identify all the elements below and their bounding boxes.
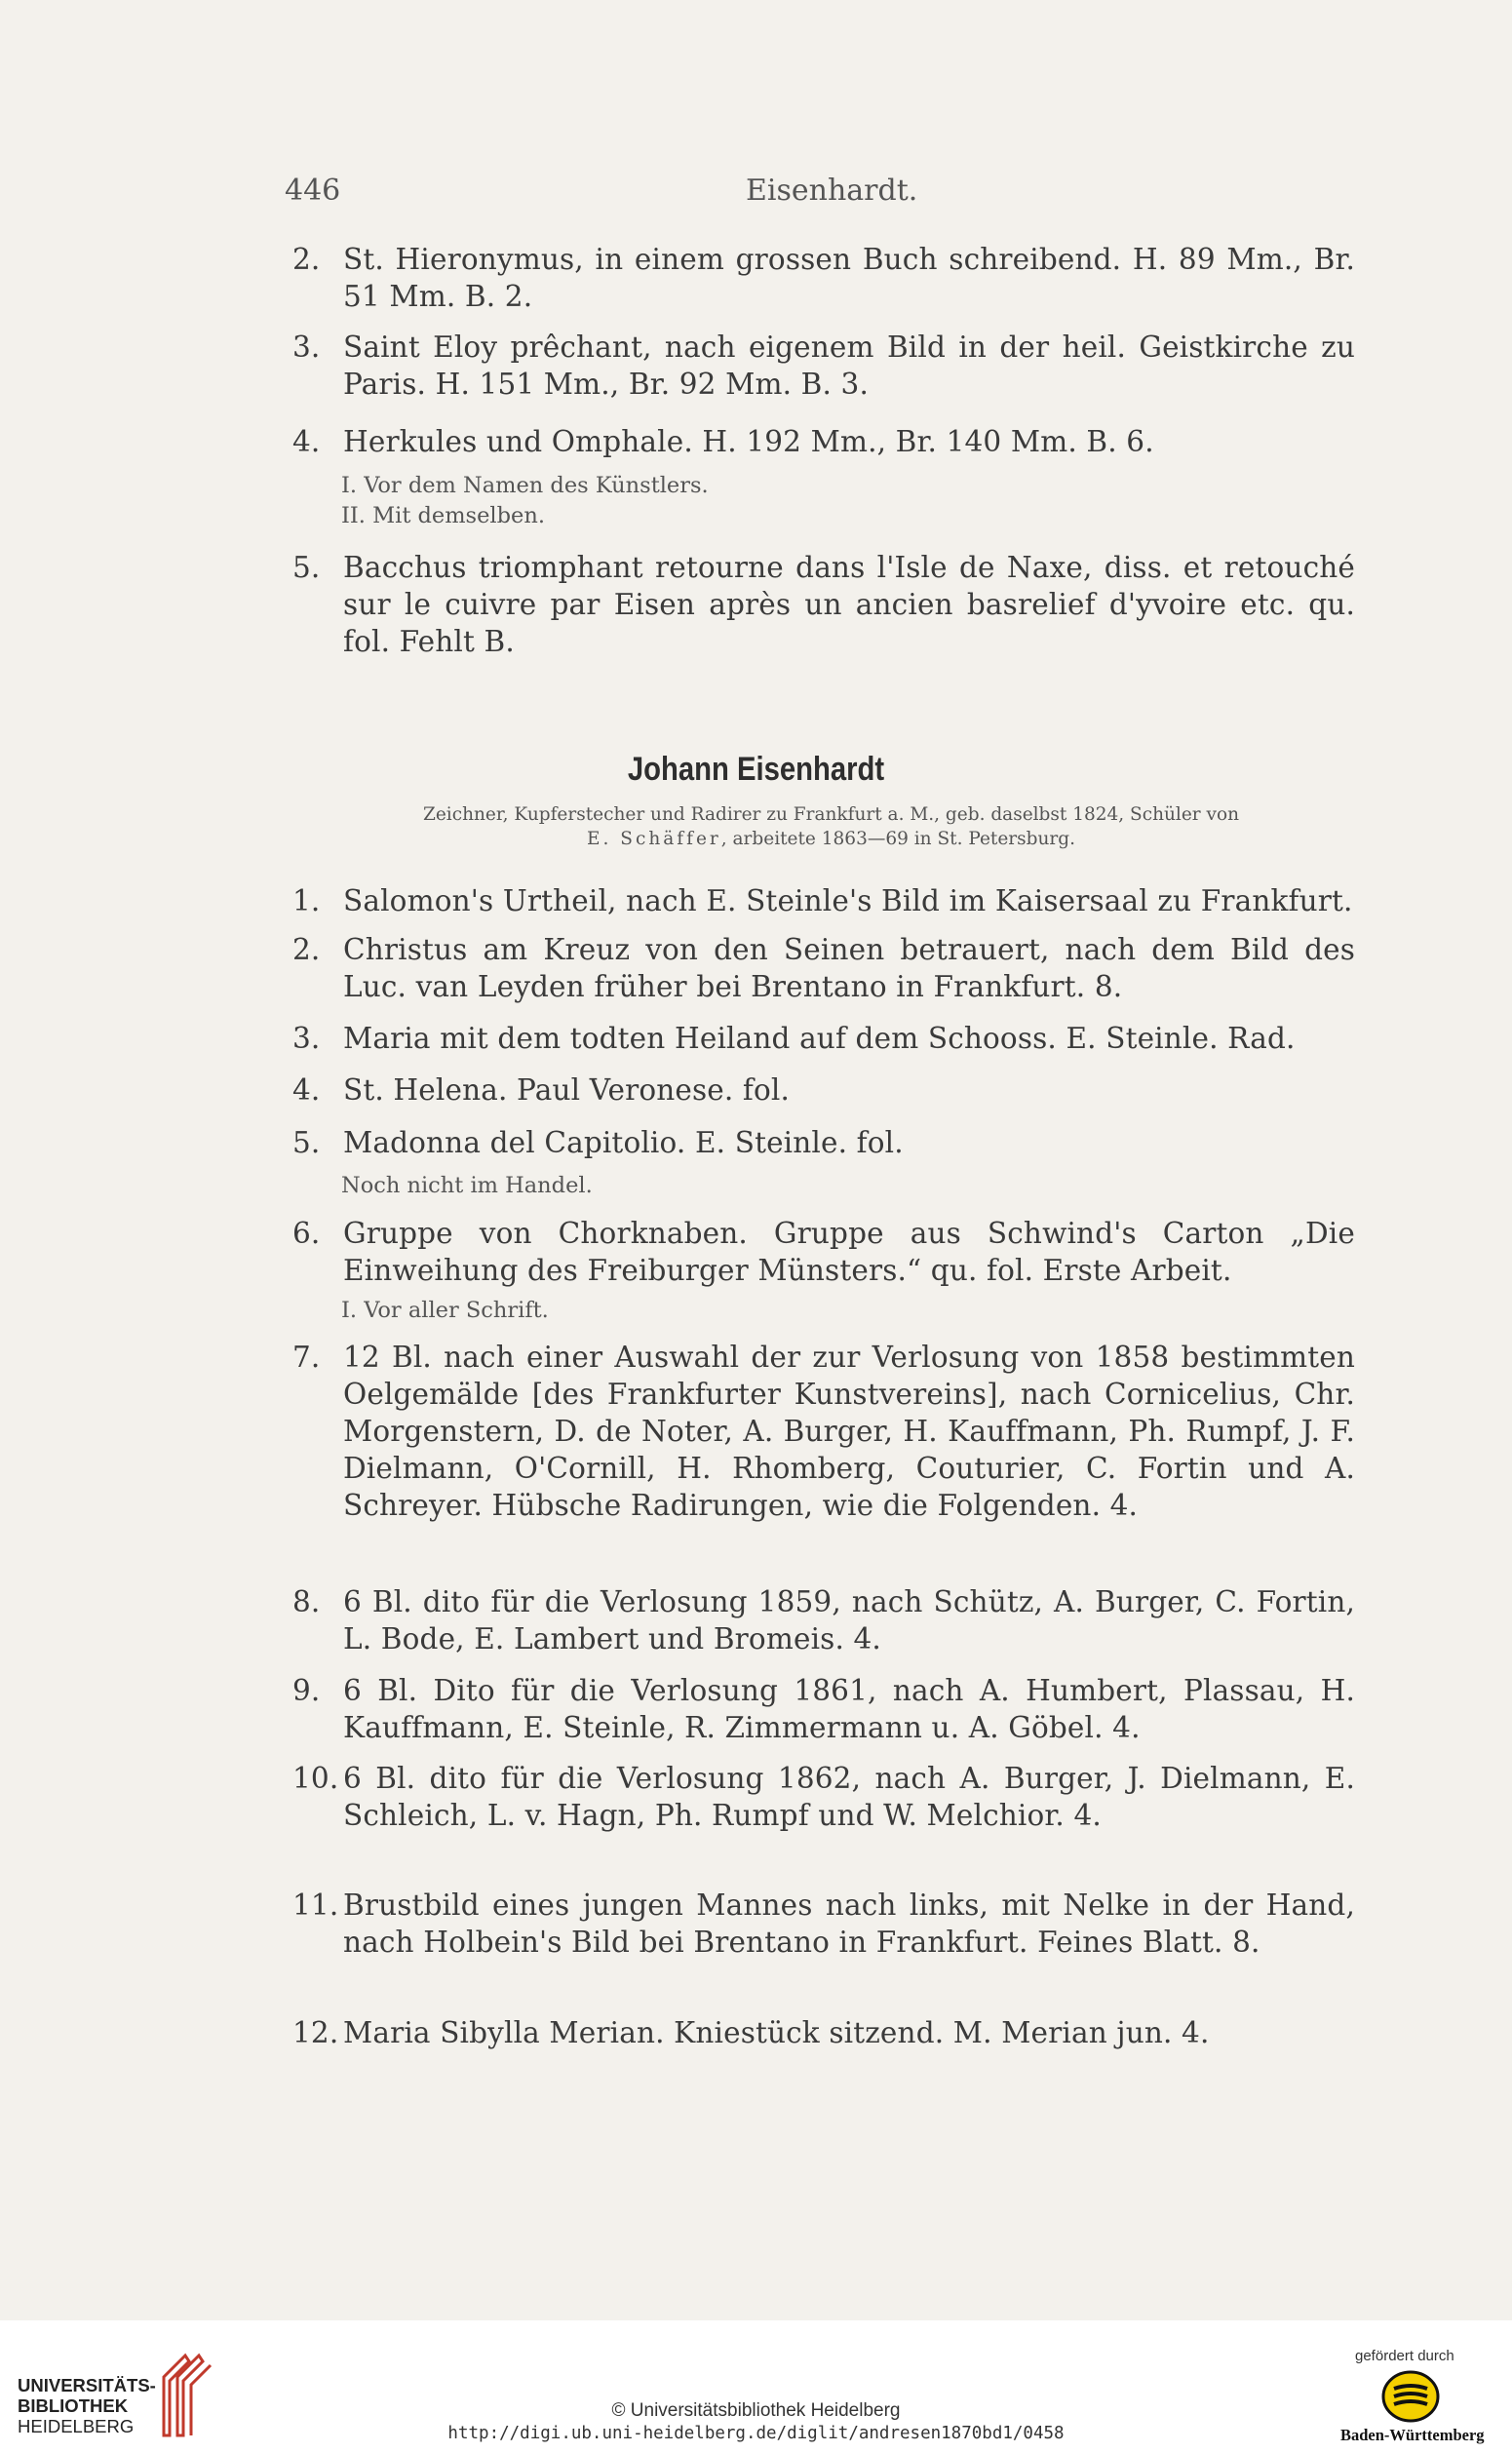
entry-text: Maria mit dem todten Heiland auf dem Schooss. E. Steinle. Rad.	[343, 1022, 1296, 1055]
library-line: HEIDELBERG	[18, 2416, 135, 2436]
entry-item	[292, 1672, 1355, 1746]
entry-item	[292, 423, 1355, 460]
entry-item	[292, 1583, 1355, 1657]
entry-text: Herkules und Omphale. H. 192 Mm., Br. 140 Mm. B. 6.	[343, 425, 1154, 458]
entry-number: 2.	[292, 933, 321, 966]
entry-item	[292, 1124, 1355, 1161]
entry-text: St. Helena. Paul Veronese. fol.	[343, 1073, 791, 1107]
entry-text: St. Hieronymus, in einem grossen Buch schreibend. H. 89 Mm., Br. 51 Mm. B. 2.	[343, 243, 1355, 313]
entry-text: 6 Bl. Dito für die Verlosung 1861, nach A. Humbert, Plassau, H. Kauffmann, E. Steinle, R. Zimmermann u. A. Göbel. 4.	[343, 1674, 1355, 1744]
entry-item	[292, 241, 1355, 315]
copyright-notice: © Universitätsbibliothek Heidelberg	[611, 2400, 901, 2421]
entry-item	[292, 329, 1355, 403]
state-note: I. Vor dem Namen des Künstlers.	[341, 473, 709, 498]
entry-item	[292, 1071, 1355, 1109]
entry-item	[292, 549, 1355, 660]
entry-item	[292, 931, 1355, 1005]
artist-description	[322, 802, 1340, 851]
entry-text: 6 Bl. dito für die Verlosung 1859, nach Schütz, A. Burger, C. Fortin, L. Bode, E. Lambert und Bromeis. 4.	[343, 1585, 1355, 1655]
sponsor-label: gefördert durch	[1355, 2348, 1454, 2364]
entry-text: Brustbild eines jungen Mannes nach links, mit Nelke in der Hand, nach Holbein's Bild bei Brentano in Frankfurt. Feines Blatt. 8.	[343, 1888, 1355, 1959]
teacher-name: E. Schäffer	[587, 829, 721, 849]
page-number: 446	[285, 174, 341, 208]
entry-text: 6 Bl. dito für die Verlosung 1862, nach A. Burger, J. Dielmann, E. Schleich, L. v. Hagn, Ph. Rumpf und W. Melchior. 4.	[343, 1762, 1355, 1832]
entry-item	[292, 882, 1355, 919]
description-line: , arbeitete 1863—69 in St. Petersburg.	[720, 829, 1075, 849]
entry-number: 5.	[292, 551, 321, 584]
entry-text: Saint Eloy prêchant, nach eigenem Bild in der heil. Geistkirche zu Paris. H. 151 Mm., Br. 92 Mm. B. 3.	[343, 331, 1355, 401]
entry-item	[292, 2014, 1355, 2051]
entry-number: 11.	[292, 1888, 339, 1922]
entry-text: Christus am Kreuz von den Seinen betrauert, nach dem Bild des Luc. van Leyden früher bei Brentano in Frankfurt. 8.	[343, 933, 1355, 1003]
entry-number: 3.	[292, 331, 321, 364]
entry-item	[292, 1339, 1355, 1524]
sponsor-name: Baden-Württemberg	[1340, 2426, 1485, 2444]
state-crest-icon	[1380, 2369, 1441, 2424]
entry-text: Salomon's Urtheil, nach E. Steinle's Bild im Kaisersaal zu Frankfurt.	[343, 884, 1353, 917]
state-note: Noch nicht im Handel.	[341, 1173, 593, 1198]
entry-text: Bacchus triomphant retourne dans l'Isle de Naxe, diss. et retouché sur le cuivre par Eisen après un ancien basrelief d'yvoire etc. qu. fol. Fehlt B.	[343, 551, 1355, 658]
entry-item	[292, 1020, 1355, 1057]
entry-text: 12 Bl. nach einer Auswahl der zur Verlosung von 1858 bestimmten Oelgemälde [des Frankfurter Kunstvereins], nach Cornicelius, Chr. Morgenstern, D. de Noter, A. Burger, H. Kauffmann, Ph. Rumpf, J. F. Dielmann, O'Cornill, H. Rhomberg, Couturier, C. Fortin und A. Schreyer. Hübsche Radirungen, wie die Folgenden. 4.	[343, 1341, 1355, 1522]
entry-number: 4.	[292, 1073, 321, 1107]
entry-item	[292, 1760, 1355, 1834]
entry-number: 2.	[292, 243, 321, 276]
entry-number: 3.	[292, 1022, 321, 1055]
permalink-url[interactable]: http://digi.ub.uni-heidelberg.de/diglit/andresen1870bd1/0458	[447, 2424, 1065, 2443]
description-line: Zeichner, Kupferstecher und Radirer zu Frankfurt a. M., geb. daselbst 1824, Schüler von	[422, 804, 1240, 825]
artist-heading: Johann Eisenhardt	[627, 751, 885, 788]
entry-item	[292, 1887, 1355, 1961]
entry-number: 6.	[292, 1217, 321, 1250]
entry-number: 1.	[292, 884, 321, 917]
entry-number: 4.	[292, 425, 321, 458]
entry-text: Madonna del Capitolio. E. Steinle. fol.	[343, 1126, 904, 1159]
entry-number: 12.	[292, 2016, 339, 2049]
state-note: II. Mit demselben.	[341, 503, 545, 528]
entry-number: 10.	[292, 1762, 339, 1795]
state-note: I. Vor aller Schrift.	[341, 1298, 549, 1323]
entry-number: 9.	[292, 1674, 321, 1707]
entry-number: 5.	[292, 1126, 321, 1159]
library-line: UNIVERSITÄTS-	[18, 2375, 156, 2395]
library-line: BIBLIOTHEK	[18, 2395, 129, 2416]
entry-text: Gruppe von Chorknaben. Gruppe aus Schwind's Carton „Die Einweihung des Freiburger Münsters.“ qu. fol. Erste Arbeit.	[343, 1217, 1355, 1287]
entry-number: 7.	[292, 1341, 321, 1374]
running-title: Eisenhardt.	[746, 174, 918, 208]
entry-item	[292, 1215, 1355, 1289]
entry-text: Maria Sibylla Merian. Kniestück sitzend. M. Merian jun. 4.	[343, 2016, 1210, 2049]
entry-number: 8.	[292, 1585, 321, 1618]
